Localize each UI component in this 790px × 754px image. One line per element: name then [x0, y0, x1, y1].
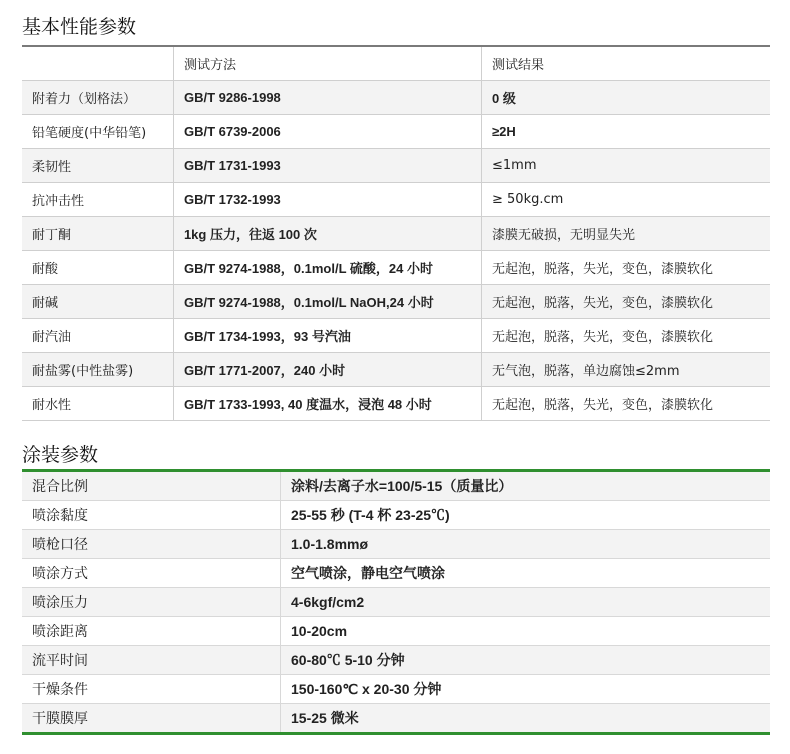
- method-cell: GB/T 9274-1988，0.1mol/L NaOH,24 小时: [173, 285, 481, 319]
- table-row: [22, 530, 770, 559]
- item-cell: 耐丁酮: [22, 217, 173, 251]
- result-cell: 无起泡，脱落，失光，变色，漆膜软化: [482, 319, 771, 353]
- result-cell: 无起泡，脱落，失光，变色，漆膜软化: [482, 387, 771, 421]
- table-row: [22, 115, 770, 149]
- param-value: 涂料/去离子水=100/5-15（质量比）: [281, 471, 771, 501]
- param-value: 空气喷涂，静电空气喷涂: [281, 559, 771, 588]
- result-cell: 无起泡，脱落，失光，变色，漆膜软化: [482, 285, 771, 319]
- result-cell: 无气泡，脱落，单边腐蚀≤2mm: [482, 353, 771, 387]
- method-cell: GB/T 6739-2006: [173, 115, 481, 149]
- item-cell: 抗冲击性: [22, 183, 173, 217]
- param-value: 15-25 微米: [281, 704, 771, 734]
- table-row: [22, 81, 770, 115]
- table-row: [22, 559, 770, 588]
- param-value: 25-55 秒 (T-4 杯 23-25℃): [281, 501, 771, 530]
- param-label: 干燥条件: [22, 675, 281, 704]
- method-cell: GB/T 1732-1993: [173, 183, 481, 217]
- item-cell: 耐汽油: [22, 319, 173, 353]
- table-row: [22, 183, 770, 217]
- coating-section-title: 涂装参数: [22, 444, 99, 466]
- header-cell-method: 测试方法: [173, 46, 481, 81]
- table-row: [22, 217, 770, 251]
- coating-table: [22, 469, 770, 735]
- param-value: 4-6kgf/cm2: [281, 588, 771, 617]
- table-row: [22, 387, 770, 421]
- table-row: [22, 319, 770, 353]
- table-header-row: [22, 46, 770, 81]
- result-cell: 漆膜无破损，无明显失光: [482, 217, 771, 251]
- item-cell: 耐水性: [22, 387, 173, 421]
- item-cell: 耐酸: [22, 251, 173, 285]
- result-cell: ≥ 50kg.cm: [482, 183, 771, 217]
- table-row: [22, 588, 770, 617]
- item-cell: 附着力（划格法）: [22, 81, 173, 115]
- method-cell: 1kg 压力，往返 100 次: [173, 217, 481, 251]
- table-row: [22, 704, 770, 734]
- item-cell: 柔韧性: [22, 149, 173, 183]
- method-cell: GB/T 9286-1998: [173, 81, 481, 115]
- param-value: 1.0-1.8mmø: [281, 530, 771, 559]
- method-cell: GB/T 1771-2007，240 小时: [173, 353, 481, 387]
- param-label: 喷枪口径: [22, 530, 281, 559]
- performance-section-title: 基本性能参数: [22, 16, 137, 38]
- param-label: 喷涂压力: [22, 588, 281, 617]
- param-label: 喷涂黏度: [22, 501, 281, 530]
- table-row: [22, 501, 770, 530]
- table-row: [22, 675, 770, 704]
- table-row: [22, 471, 770, 501]
- param-label: 干膜膜厚: [22, 704, 281, 734]
- param-label: 混合比例: [22, 471, 281, 501]
- item-cell: 耐碱: [22, 285, 173, 319]
- param-value: 60-80℃ 5-10 分钟: [281, 646, 771, 675]
- item-cell: 耐盐雾(中性盐雾): [22, 353, 173, 387]
- result-cell: 0 级: [482, 81, 771, 115]
- param-label: 喷涂距离: [22, 617, 281, 646]
- header-cell-result: 测试结果: [482, 46, 771, 81]
- method-cell: GB/T 1731-1993: [173, 149, 481, 183]
- table-row: [22, 617, 770, 646]
- method-cell: GB/T 9274-1988，0.1mol/L 硫酸，24 小时: [173, 251, 481, 285]
- param-value: 150-160℃ x 20-30 分钟: [281, 675, 771, 704]
- table-row: [22, 353, 770, 387]
- method-cell: GB/T 1733-1993, 40 度温水，浸泡 48 小时: [173, 387, 481, 421]
- table-row: [22, 149, 770, 183]
- performance-table: [22, 45, 770, 421]
- param-value: 10-20cm: [281, 617, 771, 646]
- result-cell: ≤1mm: [482, 149, 771, 183]
- header-cell-item: [22, 46, 173, 81]
- table-row: [22, 646, 770, 675]
- param-label: 流平时间: [22, 646, 281, 675]
- result-cell: ≥2H: [482, 115, 771, 149]
- result-cell: 无起泡，脱落，失光，变色，漆膜软化: [482, 251, 771, 285]
- item-cell: 铅笔硬度(中华铅笔): [22, 115, 173, 149]
- method-cell: GB/T 1734-1993，93 号汽油: [173, 319, 481, 353]
- table-row: [22, 285, 770, 319]
- param-label: 喷涂方式: [22, 559, 281, 588]
- table-row: [22, 251, 770, 285]
